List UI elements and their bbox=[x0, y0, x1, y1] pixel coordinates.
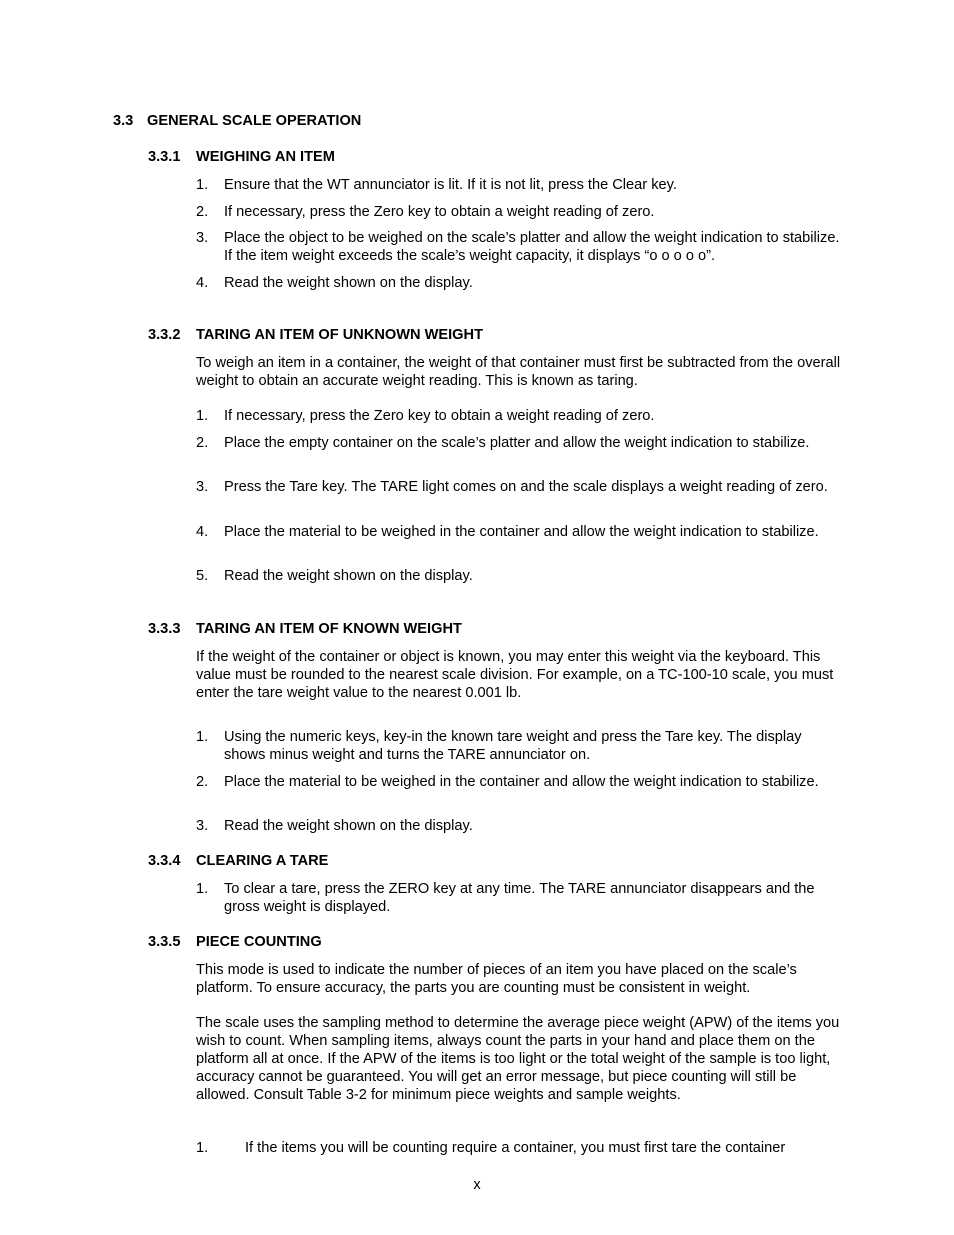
list-item: 2. If necessary, press the Zero key to obtain a weight reading of zero. bbox=[196, 204, 655, 220]
subsection-heading-3-3-2 bbox=[148, 327, 483, 343]
list-item: 5. Read the weight shown on the display. bbox=[196, 568, 473, 584]
page-number: x bbox=[473, 1177, 481, 1193]
list-item: 4. Place the material to be weighed in the container and allow the weight indication to stabilize. bbox=[196, 524, 819, 540]
subsection-number: 3.3.2 bbox=[148, 327, 181, 343]
list-item: 3. Read the weight shown on the display. bbox=[196, 818, 473, 834]
section-heading bbox=[113, 113, 361, 129]
list-item: 1. If necessary, press the Zero key to obtain a weight reading of zero. bbox=[196, 408, 655, 424]
list-item: 1. Using the numeric keys, key-in the known tare weight and press the Tare key. The display shows minus weight and turns the TARE annunciator on. bbox=[196, 729, 802, 763]
list-item: 2. Place the material to be weighed in the container and allow the weight indication to stabilize. bbox=[196, 774, 819, 790]
subsection-number: 3.3.3 bbox=[148, 621, 181, 637]
subsection-number: 3.3.1 bbox=[148, 149, 181, 165]
paragraph: This mode is used to indicate the number of pieces of an item you have placed on the scale’s platform. To ensure accuracy, the parts you are counting must be consistent in weight. bbox=[196, 962, 797, 996]
section-number: 3.3 bbox=[113, 113, 134, 129]
subsection-heading-3-3-5 bbox=[148, 934, 322, 950]
paragraph: To weigh an item in a container, the weight of that container must first be subtracted from the overall weight to obtain an accurate weight reading. This is known as taring. bbox=[196, 355, 841, 389]
subsection-title: TARING AN ITEM OF KNOWN WEIGHT bbox=[196, 621, 462, 637]
subsection-title: TARING AN ITEM OF UNKNOWN WEIGHT bbox=[196, 327, 483, 343]
subsection-number: 3.3.5 bbox=[148, 934, 181, 950]
subsection-title: WEIGHING AN ITEM bbox=[196, 149, 335, 165]
list-item: 2. Place the empty container on the scale’s platter and allow the weight indication to stabilize. bbox=[196, 435, 810, 451]
subsection-number: 3.3.4 bbox=[148, 853, 181, 869]
list-item: 3. Press the Tare key. The TARE light comes on and the scale displays a weight reading of zero. bbox=[196, 479, 828, 495]
list-item: 1. To clear a tare, press the ZERO key at any time. The TARE annunciator disappears and the gross weight is displayed. bbox=[196, 881, 815, 915]
list-item: 4. Read the weight shown on the display. bbox=[196, 275, 473, 291]
list-item: 3. Place the object to be weighed on the scale’s platter and allow the weight indication to stabilize. If the item weight exceeds the scale’s weight capacity, it displays “o o o o o”. bbox=[196, 230, 840, 264]
list-item: 1. Ensure that the WT annunciator is lit. If it is not lit, press the Clear key. bbox=[196, 177, 677, 193]
paragraph: The scale uses the sampling method to determine the average piece weight (APW) of the items you wish to count. When sampling items, always count the parts in your hand and place them on the platform all at once. If the APW of the items is too light or the total weight of the sample is too light, accuracy cannot be guaranteed. You will get an error message, but piece counting will still be allowed. Consult Table 3-2 for minimum piece weights and sample weights. bbox=[196, 1015, 840, 1103]
subsection-title: PIECE COUNTING bbox=[196, 934, 322, 950]
subsection-heading-3-3-3 bbox=[148, 621, 462, 637]
section-title: GENERAL SCALE OPERATION bbox=[147, 113, 362, 129]
subsection-title: CLEARING A TARE bbox=[196, 853, 329, 869]
list-item: 1. If the items you will be counting require a container, you must first tare the container bbox=[196, 1140, 786, 1156]
subsection-heading-3-3-4 bbox=[148, 853, 328, 869]
subsection-heading-3-3-1 bbox=[148, 149, 335, 165]
paragraph: If the weight of the container or object is known, you may enter this weight via the keyboard. This value must be rounded to the nearest scale division. For example, on a TC-100-10 scale, you must enter the tare weight value to the nearest 0.001 lb. bbox=[196, 649, 834, 701]
